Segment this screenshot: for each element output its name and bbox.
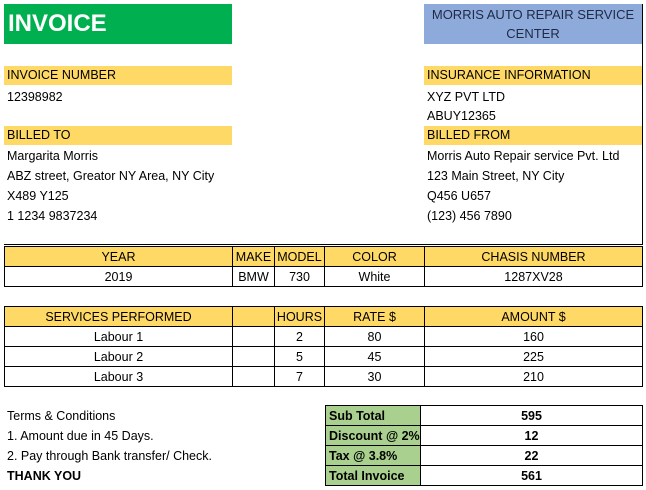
frame-divider [642,4,643,244]
insurance-line: XYZ PVT LTD [427,90,506,104]
billed-to-line: Margarita Morris [7,149,98,163]
blank-cell [233,367,275,387]
column-header-blank [233,307,275,327]
column-header: COLOR [325,247,425,267]
service-amount: 160 [425,327,643,347]
total-row [326,466,643,486]
discount-row [326,426,643,446]
service-amount: 210 [425,367,643,387]
vehicle-make: BMW [233,267,275,287]
billed-from-label: BILLED FROM [424,126,642,145]
discount-label: Discount @ 2% [326,426,421,446]
billed-from-line: (123) 456 7890 [427,209,512,223]
billed-from-line: Morris Auto Repair service Pvt. Ltd [427,149,620,163]
vehicle-year: 2019 [5,267,233,287]
column-header: CHASIS NUMBER [425,247,643,267]
company-name: MORRIS AUTO REPAIR SERVICE CENTER [424,4,642,44]
billed-to-line: 1 1234 9837234 [7,209,98,223]
table-row [5,347,643,367]
vehicle-value-row [5,267,643,287]
tax-label: Tax @ 3.8% [326,446,421,466]
totals-table [325,405,643,486]
blank-cell [233,327,275,347]
billed-from-line: 123 Main Street, NY City [427,169,565,183]
total-label: Total Invoice [326,466,421,486]
service-hours: 7 [275,367,325,387]
vehicle-color: White [325,267,425,287]
total-value: 561 [421,466,643,486]
service-hours: 5 [275,347,325,367]
service-rate: 45 [325,347,425,367]
column-header: YEAR [5,247,233,267]
vehicle-chasis: 1287XV28 [425,267,643,287]
service-rate: 80 [325,327,425,347]
tax-row [326,446,643,466]
tax-value: 22 [421,446,643,466]
service-amount: 225 [425,347,643,367]
column-header: SERVICES PERFORMED [5,307,233,327]
services-header-row [5,307,643,327]
billed-to-line: X489 Y125 [7,189,69,203]
insurance-line: ABUY12365 [427,109,496,123]
table-row [5,327,643,347]
insurance-label: INSURANCE INFORMATION [424,66,642,85]
billed-from-line: Q456 U657 [427,189,491,203]
terms-heading: Terms & Conditions [7,409,116,423]
subtotal-value: 595 [421,406,643,426]
column-header: HOURS [275,307,325,327]
thank-you: THANK YOU [7,469,82,483]
invoice-number-value: 12398982 [7,90,63,104]
table-row [5,367,643,387]
service-hours: 2 [275,327,325,347]
frame-divider [4,244,643,245]
discount-value: 12 [421,426,643,446]
service-name: Labour 1 [5,327,233,347]
subtotal-label: Sub Total [326,406,421,426]
blank-cell [233,347,275,367]
vehicle-model: 730 [275,267,325,287]
billed-to-label: BILLED TO [4,126,232,145]
column-header: RATE $ [325,307,425,327]
billed-to-line: ABZ street, Greator NY Area, NY City [7,169,215,183]
terms-line: 1. Amount due in 45 Days. [7,429,154,443]
vehicle-table [4,246,643,287]
services-table [4,306,643,387]
subtotal-row [326,406,643,426]
terms-line: 2. Pay through Bank transfer/ Check. [7,449,212,463]
service-name: Labour 3 [5,367,233,387]
column-header: AMOUNT $ [425,307,643,327]
column-header: MAKE [233,247,275,267]
column-header: MODEL [275,247,325,267]
vehicle-header-row [5,247,643,267]
invoice-number-label: INVOICE NUMBER [4,66,232,85]
service-name: Labour 2 [5,347,233,367]
invoice-title: INVOICE [4,4,232,44]
service-rate: 30 [325,367,425,387]
